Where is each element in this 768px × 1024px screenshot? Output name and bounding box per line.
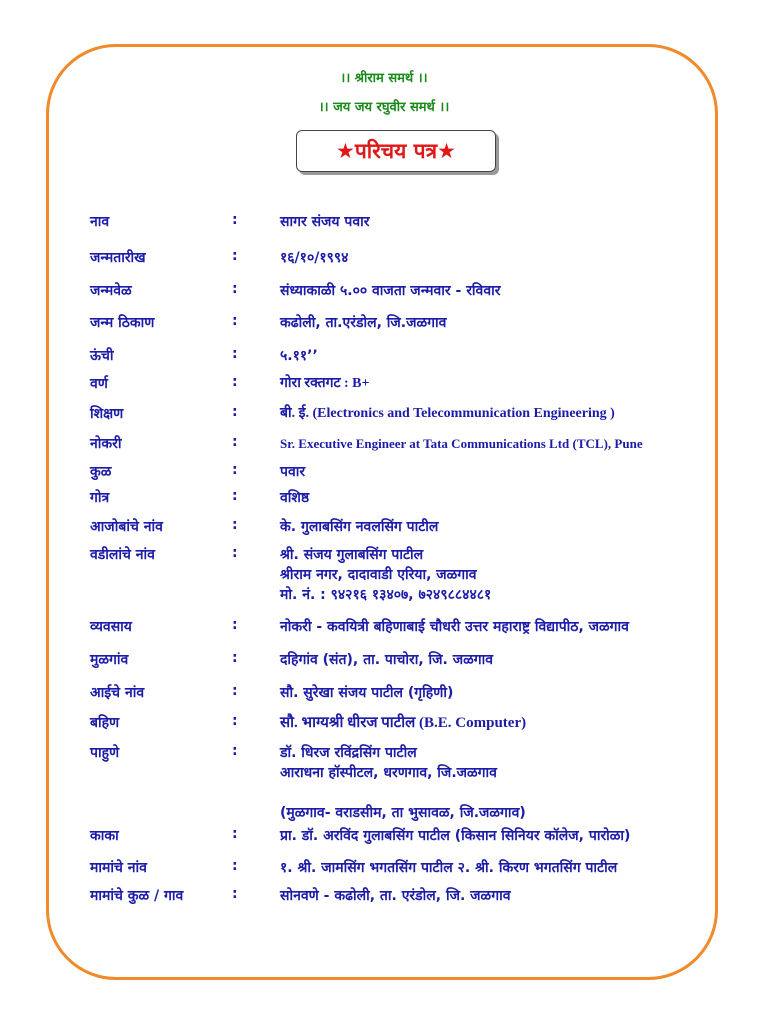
detail-value xyxy=(280,404,615,424)
detail-label: आजोबांचे नांव xyxy=(90,519,163,535)
detail-label: जन्मवेळ xyxy=(90,283,132,299)
blessing-line-2: ।। जय जय रघुवीर समर्थ ।। xyxy=(318,100,450,115)
detail-value-line: संध्याकाळी ५.०० वाजता जन्मवार - रविवार xyxy=(280,283,501,299)
detail-value xyxy=(280,743,526,823)
detail-value-line: १. श्री. जामसिंग भगतसिंग पाटील २. श्री. किरण भगतसिंग पाटील xyxy=(280,860,618,876)
detail-value-line: डॉ. धिरज रविंद्रसिंग पाटील xyxy=(280,745,417,761)
detail-value-line: बी. ई. (Electronics and Telecommunication Engineering ) xyxy=(280,406,615,421)
detail-label: गोत्र xyxy=(90,490,110,506)
detail-value-line: १६/१०/१९९४ xyxy=(280,250,349,266)
detail-value-line: पवार xyxy=(280,464,306,480)
detail-label: वर्ण xyxy=(90,376,108,392)
detail-colon: : xyxy=(232,713,238,729)
detail-value-line: श्रीराम नगर, दादावाडी एरिया, जळगाव xyxy=(280,567,477,583)
detail-value-line: सोनवणे - कढोली, ता. एरंडोल, जि. जळगाव xyxy=(280,888,511,904)
detail-colon: : xyxy=(232,743,238,759)
detail-value-line: गोरा रक्तगट : B+ xyxy=(280,376,370,391)
detail-label: वडीलांचे नांव xyxy=(90,547,155,563)
detail-colon: : xyxy=(232,404,238,420)
detail-label: मुळगांव xyxy=(90,652,129,668)
detail-value xyxy=(280,313,446,333)
detail-value xyxy=(280,346,318,366)
detail-label: जन्म ठिकाण xyxy=(90,315,155,331)
detail-label: शिक्षण xyxy=(90,406,124,422)
detail-colon: : xyxy=(232,374,238,390)
detail-value xyxy=(280,683,453,703)
detail-colon: : xyxy=(232,617,238,633)
detail-value-line: वशिष्ठ xyxy=(280,490,310,506)
detail-value-line: श्री. संजय गुलाबसिंग पाटील xyxy=(280,547,424,563)
detail-colon: : xyxy=(232,248,238,264)
detail-value xyxy=(280,281,500,301)
detail-value-line: सौ. सुरेखा संजय पाटील (गृहिणी) xyxy=(280,685,454,701)
detail-colon: : xyxy=(232,313,238,329)
detail-colon: : xyxy=(232,886,238,902)
detail-label: बहिण xyxy=(90,715,120,731)
detail-colon: : xyxy=(232,346,238,362)
detail-value xyxy=(280,212,370,232)
detail-value-line: आराधना हॉस्पीटल, धरणगाव, जि.जळगाव xyxy=(280,765,497,781)
detail-value-line xyxy=(280,783,526,803)
detail-value-line: दहिगांव (संत), ता. पाचोरा, जि. जळगाव xyxy=(280,652,494,668)
document-title: ★परिचय पत्र★ xyxy=(296,130,496,172)
detail-label: काका xyxy=(90,828,119,844)
detail-colon: : xyxy=(232,683,238,699)
detail-colon: : xyxy=(232,650,238,666)
detail-label: मामांचे कुळ / गाव xyxy=(90,888,184,904)
detail-value-line: मो. नं. : ९४२१६ १३४०७, ७२४९८८४४८१ xyxy=(280,587,492,603)
detail-colon: : xyxy=(232,488,238,504)
detail-value-line: नोकरी - कवयित्री बहिणाबाई चौधरी उत्तर महाराष्ट्र विद्यापीठ, जळगाव xyxy=(280,619,629,635)
detail-colon: : xyxy=(232,212,238,228)
detail-label: ऊंची xyxy=(90,348,114,364)
detail-value xyxy=(280,617,629,637)
detail-label: नाव xyxy=(90,214,110,230)
detail-value xyxy=(280,517,438,537)
detail-label: कुळ xyxy=(90,464,112,480)
detail-label: जन्मतारीख xyxy=(90,250,146,266)
detail-value-line: कढोली, ता.एरंडोल, जि.जळगाव xyxy=(280,315,447,331)
detail-value xyxy=(280,826,630,846)
detail-colon: : xyxy=(232,517,238,533)
detail-value xyxy=(280,886,511,906)
detail-label: आईचे नांव xyxy=(90,685,145,701)
detail-colon: : xyxy=(232,434,238,450)
detail-value xyxy=(280,374,370,394)
detail-colon: : xyxy=(232,462,238,478)
detail-value xyxy=(280,545,491,605)
detail-value-line: Sr. Executive Engineer at Tata Communications Ltd (TCL), Pune xyxy=(280,436,643,451)
detail-value-line: प्रा. डॉ. अरविंद गुलाबसिंग पाटील (किसान सिनियर कॉलेज, पारोळा) xyxy=(280,828,631,844)
detail-colon: : xyxy=(232,858,238,874)
detail-value xyxy=(280,650,493,670)
blessing-line-1: ।। श्रीराम समर्थ ।। xyxy=(340,71,428,86)
detail-colon: : xyxy=(232,281,238,297)
detail-value xyxy=(280,248,348,268)
detail-value xyxy=(280,858,617,878)
detail-label: पाहुणे xyxy=(90,745,120,761)
detail-value xyxy=(280,434,643,454)
detail-label: नोकरी xyxy=(90,436,122,452)
detail-label: मामांचे नांव xyxy=(90,860,147,876)
detail-value xyxy=(280,713,526,733)
detail-value-line: के. गुलाबसिंग नवलसिंग पाटील xyxy=(280,519,439,535)
detail-value-line: (मुळगाव- वराडसीम, ता भुसावळ, जि.जळगाव) xyxy=(280,805,526,821)
detail-value-line: सागर संजय पवार xyxy=(280,214,370,230)
detail-value xyxy=(280,462,305,482)
detail-value xyxy=(280,488,309,508)
detail-label: व्यवसाय xyxy=(90,619,132,635)
detail-colon: : xyxy=(232,826,238,842)
detail-colon: : xyxy=(232,545,238,561)
detail-value-line: ५.११’’ xyxy=(280,348,318,364)
detail-value-line: सौ. भाग्यश्री धीरज पाटील (B.E. Computer) xyxy=(280,715,527,731)
